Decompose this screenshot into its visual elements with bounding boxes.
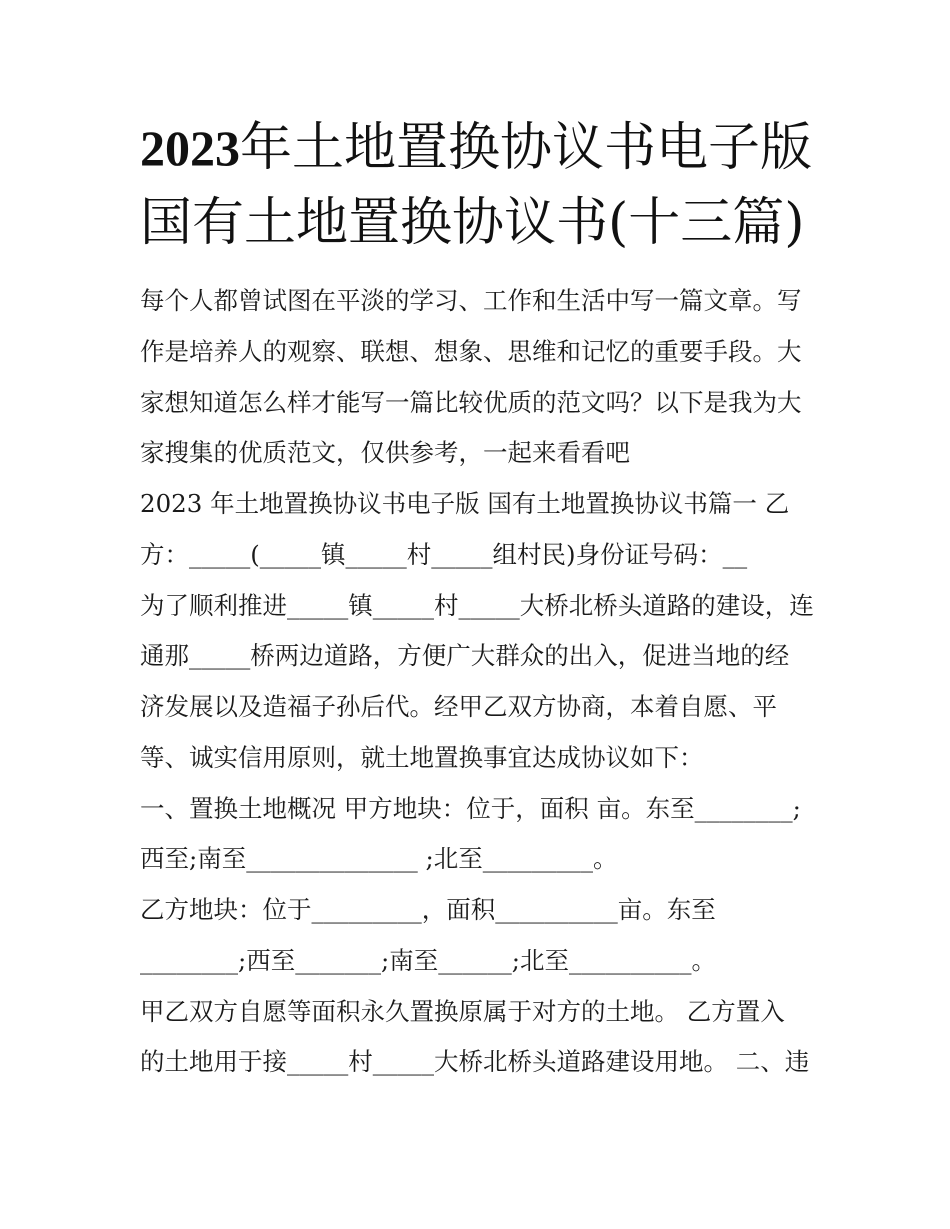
body-line: 家想知道怎么样才能写一篇比较优质的范文吗？以下是我为大	[140, 388, 802, 417]
document-title-line-2: 国有土地置换协议书(十三篇)	[140, 193, 805, 253]
body-line: 作是培养人的观察、联想、想象、思维和记忆的重要手段。大	[140, 337, 802, 366]
body-line: 西至;南至______________ ;北至_________。	[140, 844, 618, 873]
body-line: 等、诚实信用原则，就土地置换事宜达成协议如下：	[140, 743, 704, 772]
body-line: 2023 年土地置换协议书电子版 国有土地置换协议书篇一 乙	[140, 489, 790, 518]
body-line: 济发展以及造福子孙后代。经甲乙双方协商，本着自愿、平	[140, 692, 777, 721]
document-title-line-1	[140, 118, 812, 178]
title-text: 年土地置换协议书电子版	[240, 118, 813, 178]
body-line: 甲乙双方自愿等面积永久置换原属于对方的土地。 乙方置入	[140, 997, 785, 1026]
title-year: 2023	[140, 120, 240, 176]
body-line: 通那_____桥两边道路，方便广大群众的出入，促进当地的经	[140, 641, 790, 670]
body-line: 的土地用于接_____村_____大桥北桥头道路建设用地。 二、违	[140, 1047, 810, 1076]
body-line: 方：_____(_____镇_____村_____组村民)身份证号码：__	[140, 540, 748, 569]
body-line: ________;西至_______;南至______;北至__________。	[140, 946, 717, 975]
body-line: 每个人都曾试图在平淡的学习、工作和生活中写一篇文章。写	[140, 286, 802, 315]
body-line: 乙方地块：位于_________，面积__________亩。东至	[140, 895, 716, 924]
body-line: 为了顺利推进_____镇_____村_____大桥北桥头道路的建设，连	[140, 591, 814, 620]
body-line: 一、置换土地概况 甲方地块：位于，面积 亩。东至________;	[140, 794, 801, 823]
body-line: 家搜集的优质范文，仅供参考，一起来看看吧	[140, 438, 630, 467]
